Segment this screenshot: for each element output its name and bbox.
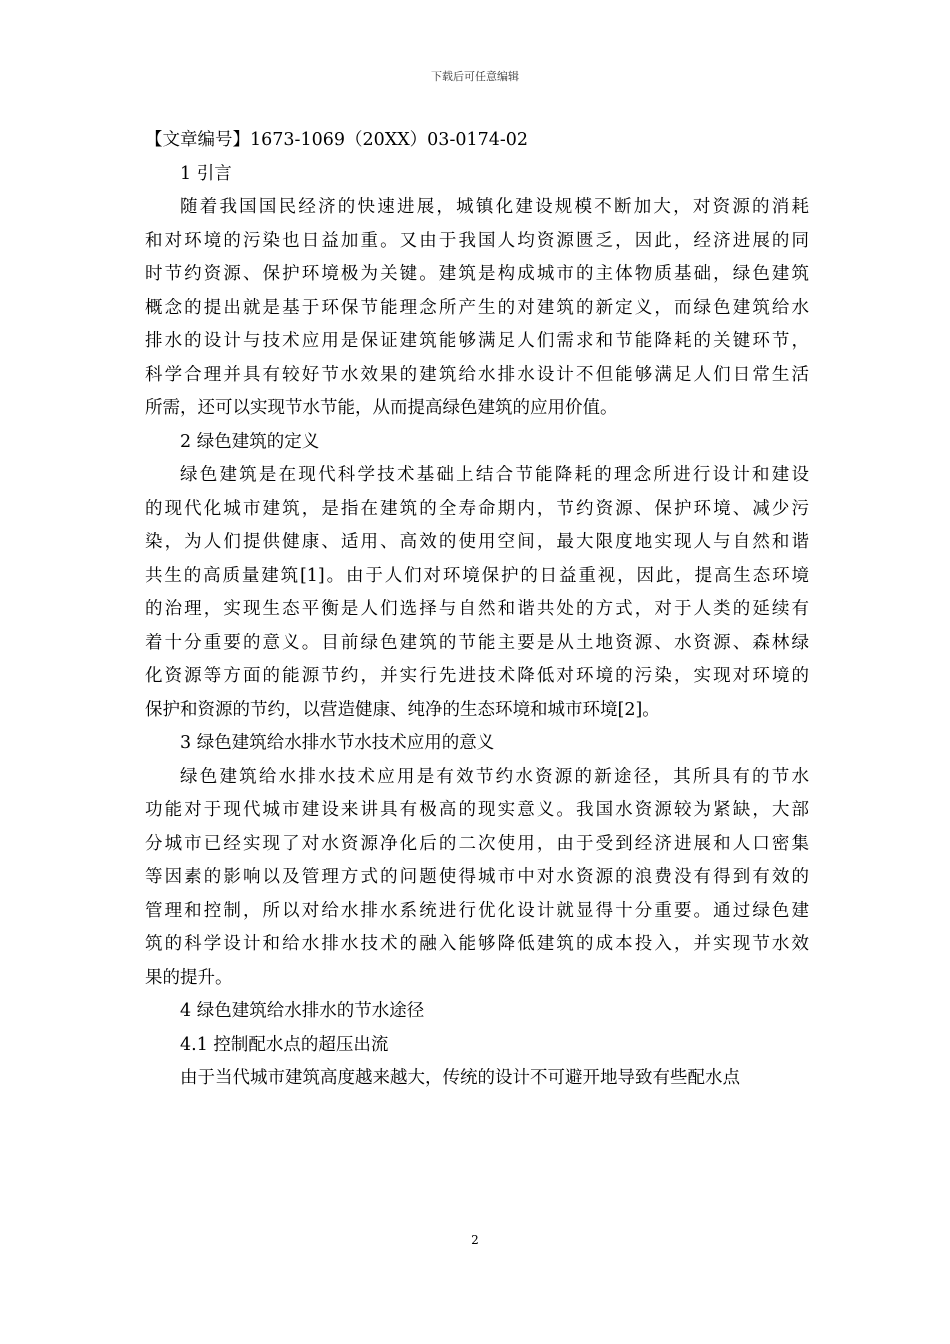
document-body [145,126,809,1098]
paragraph-line: 随着我国国民经济的快速进展，城镇化建设规模不断加大，对资源的消耗 [180,197,809,217]
paragraph-line: 果的提升。 [145,967,233,988]
paragraph-line: 排水的设计与技术应用是保证建筑能够满足人们需求和节能降耗的关键环节， [145,331,809,351]
subsection-heading-overpressure: 4.1 控制配水点的超压出流 [180,1034,389,1055]
section-heading-significance: 3 绿色建筑给水排水节水技术应用的意义 [180,733,495,753]
paragraph-line: 所需，还可以实现节水节能，从而提高绿色建筑的应用价值。 [145,398,618,418]
paragraph-line: 分城市已经实现了对水资源净化后的二次使用，由于受到经济进展和人口密集 [145,833,809,854]
article-number: 【文章编号】1673-1069（20XX）03-0174-02 [145,130,529,150]
paragraph-line: 由于当代城市建筑高度越来越大，传统的设计不可避开地导致有些配水点 [180,1068,740,1088]
paragraph-line: 化资源等方面的能源节约，并实行先进技术降低对环境的污染，实现对环境的 [145,666,809,686]
paragraph-line: 染，为人们提供健康、适用、高效的使用空间，最大限度地实现人与自然和谐 [145,532,809,552]
page-number: 2 [471,1233,479,1247]
section-heading-definition: 2 绿色建筑的定义 [180,431,320,452]
paragraph-line: 着十分重要的意义。目前绿色建筑的节能主要是从土地资源、水资源、森林绿 [145,632,809,653]
paragraph-line: 绿色建筑给水排水技术应用是有效节约水资源的新途径，其所具有的节水 [180,766,809,787]
paragraph-line: 保护和资源的节约，以营造健康、纯净的生态环境和城市环境[2]。 [145,699,660,720]
paragraph-line: 的治理，实现生态平衡是人们选择与自然和谐共处的方式，对于人类的延续有 [145,599,809,619]
paragraph-line: 科学合理并具有较好节水效果的建筑给水排水设计不但能够满足人们日常生活 [145,364,809,385]
header-note: 下载后可任意编辑 [431,70,519,83]
paragraph-line: 概念的提出就是基于环保节能理念所产生的对建筑的新定义，而绿色建筑给水 [145,297,809,318]
paragraph-line: 时节约资源、保护环境极为关键。建筑是构成城市的主体物质基础，绿色建筑 [145,264,809,284]
paragraph-line: 和对环境的污染也日益加重。又由于我国人均资源匮乏，因此，经济进展的同 [145,230,809,251]
paragraph-line: 的现代化城市建筑，是指在建筑的全寿命期内，节约资源、保护环境、减少污 [145,498,809,519]
section-heading-intro: 1 引言 [180,163,232,184]
paragraph-line: 等因素的影响以及管理方式的问题使得城市中对水资源的浪费没有得到有效的 [145,867,809,887]
paragraph-line: 绿色建筑是在现代科学技术基础上结合节能降耗的理念所进行设计和建设 [180,465,809,485]
paragraph-line: 管理和控制，所以对给水排水系统进行优化设计就显得十分重要。通过绿色建 [145,900,809,921]
paragraph-line: 共生的高质量建筑[1]。由于人们对环境保护的日益重视，因此，提高生态环境 [145,565,809,586]
paragraph-line: 功能对于现代城市建设来讲具有极高的现实意义。我国水资源较为紧缺，大部 [145,800,809,820]
paragraph-line: 筑的科学设计和给水排水技术的融入能够降低建筑的成本投入，并实现节水效 [145,934,809,954]
section-heading-water-saving: 4 绿色建筑给水排水的节水途径 [180,1001,425,1021]
